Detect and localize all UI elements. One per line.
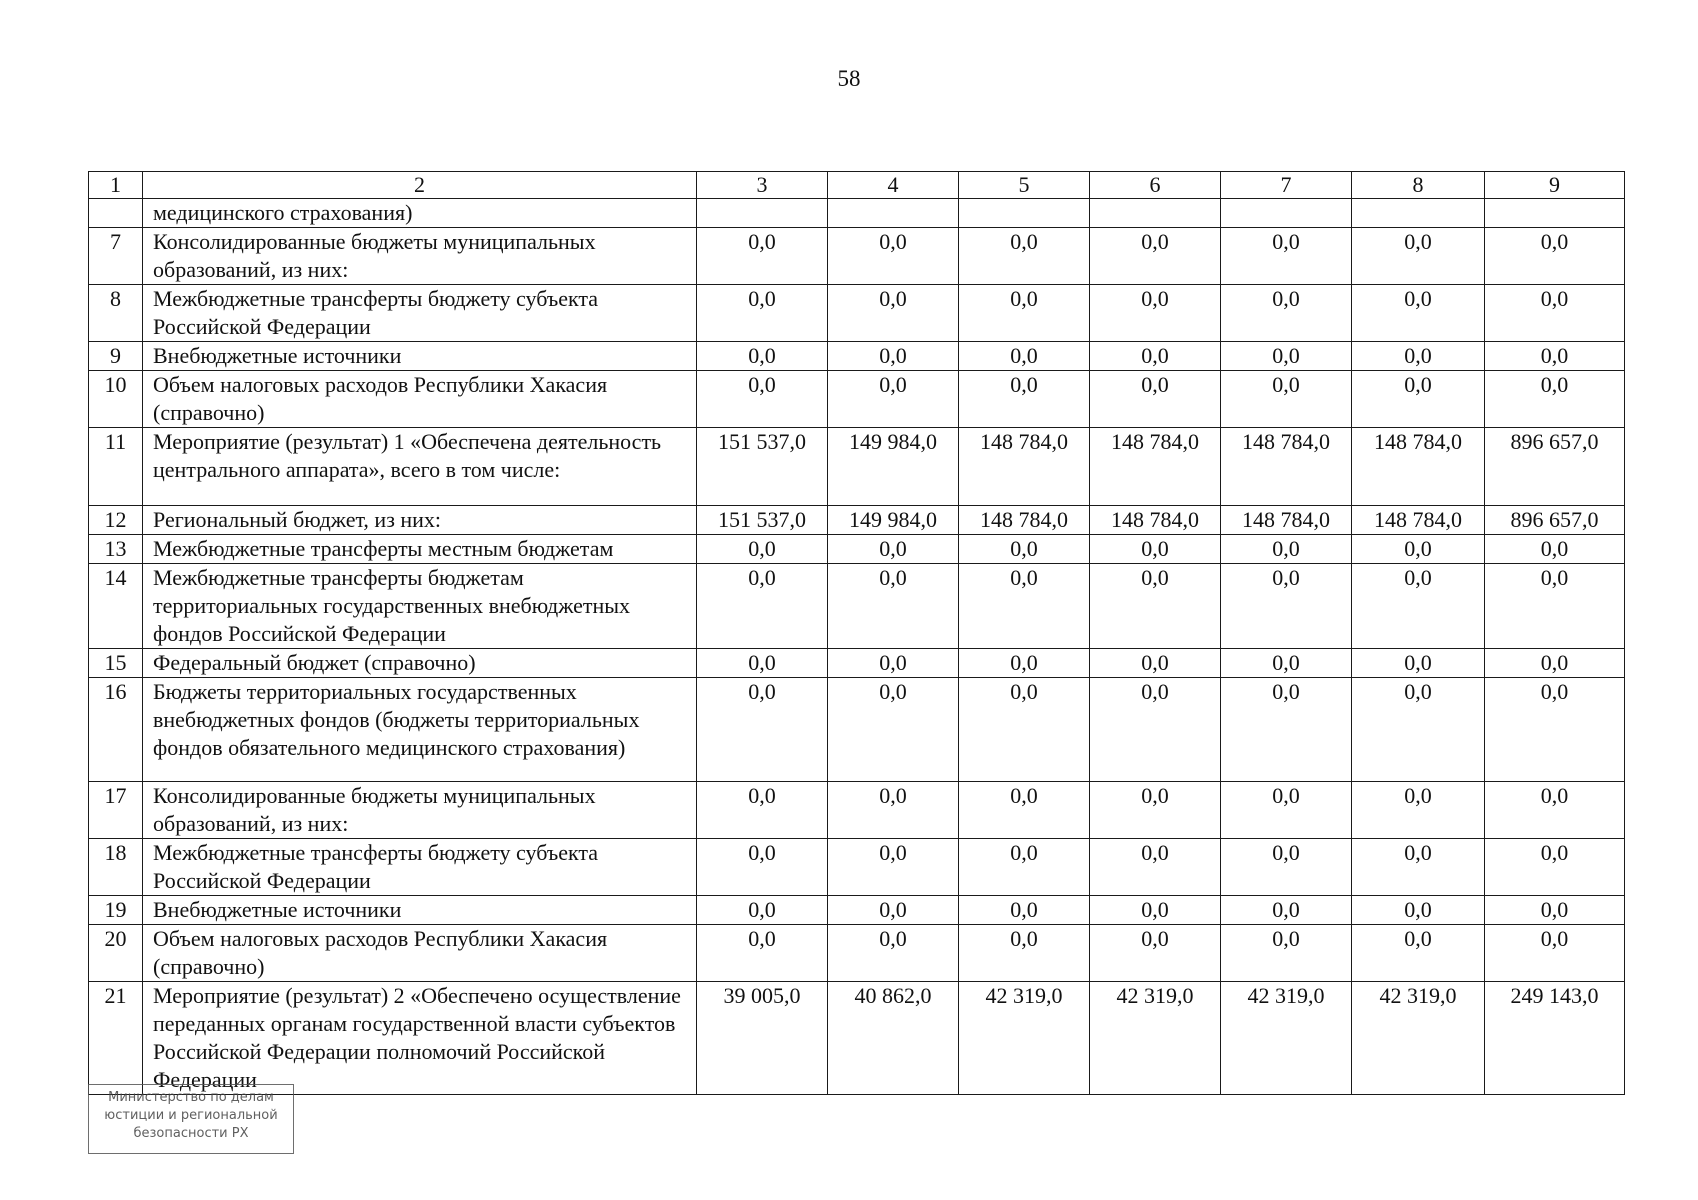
amount-cell: 0,0 [1221, 649, 1352, 678]
amount-cell: 148 784,0 [1221, 428, 1352, 506]
amount-cell: 0,0 [1485, 285, 1625, 342]
table-row [89, 649, 1625, 678]
amount-cell: 0,0 [1090, 925, 1221, 982]
description-cell: Межбюджетные трансферты местным бюджетам [143, 535, 697, 564]
stamp-line: Министерство по делам [108, 1090, 274, 1105]
row-number-cell: 15 [89, 649, 143, 678]
amount-cell: 0,0 [1090, 678, 1221, 782]
registration-stamp [88, 1084, 294, 1154]
amount-cell: 0,0 [1090, 285, 1221, 342]
row-number-cell: 14 [89, 564, 143, 649]
description-cell: Региональный бюджет, из них: [143, 506, 697, 535]
amount-cell: 0,0 [1485, 535, 1625, 564]
amount-cell: 0,0 [828, 925, 959, 982]
row-number-cell: 17 [89, 782, 143, 839]
table-row [89, 199, 1625, 228]
amount-cell: 0,0 [1485, 839, 1625, 896]
amount-cell: 0,0 [1221, 564, 1352, 649]
amount-cell: 0,0 [828, 678, 959, 782]
amount-cell: 42 319,0 [959, 982, 1090, 1095]
amount-cell: 0,0 [1352, 649, 1485, 678]
row-number-cell: 19 [89, 896, 143, 925]
amount-cell: 0,0 [959, 371, 1090, 428]
amount-cell: 0,0 [1485, 371, 1625, 428]
amount-cell: 0,0 [1352, 535, 1485, 564]
amount-cell: 0,0 [1221, 371, 1352, 428]
amount-cell: 0,0 [1090, 896, 1221, 925]
amount-cell: 0,0 [828, 564, 959, 649]
description-cell: Межбюджетные трансферты бюджетам территориальных государственных внебюджетных фондов Российской Федерации [143, 564, 697, 649]
amount-cell: 0,0 [959, 896, 1090, 925]
amount-cell: 0,0 [1221, 228, 1352, 285]
amount-cell: 0,0 [1485, 342, 1625, 371]
amount-cell: 249 143,0 [1485, 982, 1625, 1095]
row-number-cell: 18 [89, 839, 143, 896]
row-number-cell: 9 [89, 342, 143, 371]
description-cell: Бюджеты территориальных государственных внебюджетных фондов (бюджеты территориальных фондов обязательного медицинского страхования) [143, 678, 697, 782]
amount-cell [1090, 199, 1221, 228]
column-header: 3 [697, 172, 828, 199]
row-number-cell: 20 [89, 925, 143, 982]
amount-cell: 0,0 [1221, 342, 1352, 371]
amount-cell: 151 537,0 [697, 428, 828, 506]
row-number-cell: 10 [89, 371, 143, 428]
amount-cell: 0,0 [828, 782, 959, 839]
amount-cell: 0,0 [1352, 896, 1485, 925]
amount-cell: 0,0 [1485, 782, 1625, 839]
amount-cell: 0,0 [697, 342, 828, 371]
amount-cell: 0,0 [1090, 371, 1221, 428]
amount-cell [697, 199, 828, 228]
amount-cell: 0,0 [697, 925, 828, 982]
table-row [89, 925, 1625, 982]
amount-cell: 0,0 [697, 535, 828, 564]
amount-cell: 0,0 [959, 925, 1090, 982]
table-row [89, 839, 1625, 896]
amount-cell: 0,0 [1221, 839, 1352, 896]
amount-cell: 0,0 [1090, 535, 1221, 564]
amount-cell: 148 784,0 [959, 506, 1090, 535]
column-header: 6 [1090, 172, 1221, 199]
amount-cell [1221, 199, 1352, 228]
amount-cell: 0,0 [959, 649, 1090, 678]
amount-cell: 0,0 [697, 678, 828, 782]
row-number-cell: 8 [89, 285, 143, 342]
amount-cell: 0,0 [1485, 649, 1625, 678]
column-header: 7 [1221, 172, 1352, 199]
amount-cell: 0,0 [1221, 535, 1352, 564]
table-row [89, 896, 1625, 925]
row-number-cell: 13 [89, 535, 143, 564]
table-row [89, 342, 1625, 371]
amount-cell: 42 319,0 [1090, 982, 1221, 1095]
row-number-cell [89, 199, 143, 228]
description-cell: Мероприятие (результат) 2 «Обеспечено осуществление переданных органам государственной власти субъектов Российской Федерации полномочий Российской Федерации [143, 982, 697, 1095]
table-row [89, 506, 1625, 535]
amount-cell: 0,0 [959, 564, 1090, 649]
amount-cell: 0,0 [1090, 564, 1221, 649]
budget-table [88, 171, 1625, 1095]
description-cell: Внебюджетные источники [143, 342, 697, 371]
amount-cell: 39 005,0 [697, 982, 828, 1095]
amount-cell: 896 657,0 [1485, 506, 1625, 535]
row-number-cell: 7 [89, 228, 143, 285]
amount-cell: 151 537,0 [697, 506, 828, 535]
column-header: 8 [1352, 172, 1485, 199]
amount-cell: 0,0 [959, 285, 1090, 342]
amount-cell: 148 784,0 [1090, 506, 1221, 535]
amount-cell: 0,0 [1352, 782, 1485, 839]
amount-cell: 0,0 [1485, 925, 1625, 982]
amount-cell: 0,0 [1090, 342, 1221, 371]
column-header: 4 [828, 172, 959, 199]
amount-cell: 0,0 [697, 782, 828, 839]
amount-cell: 0,0 [828, 535, 959, 564]
amount-cell: 896 657,0 [1485, 428, 1625, 506]
amount-cell: 0,0 [1221, 678, 1352, 782]
amount-cell: 0,0 [1352, 371, 1485, 428]
amount-cell: 0,0 [1485, 564, 1625, 649]
amount-cell: 42 319,0 [1352, 982, 1485, 1095]
amount-cell: 0,0 [1352, 342, 1485, 371]
amount-cell: 0,0 [828, 285, 959, 342]
amount-cell: 0,0 [1352, 678, 1485, 782]
amount-cell: 0,0 [697, 649, 828, 678]
amount-cell: 0,0 [1221, 285, 1352, 342]
amount-cell: 148 784,0 [1352, 428, 1485, 506]
amount-cell: 0,0 [959, 342, 1090, 371]
amount-cell: 0,0 [959, 839, 1090, 896]
amount-cell: 149 984,0 [828, 506, 959, 535]
amount-cell: 0,0 [1352, 228, 1485, 285]
amount-cell: 0,0 [828, 896, 959, 925]
amount-cell: 0,0 [1352, 285, 1485, 342]
amount-cell: 0,0 [1485, 678, 1625, 782]
stamp-line: безопасности РХ [133, 1126, 249, 1141]
amount-cell: 0,0 [959, 782, 1090, 839]
row-number-cell: 16 [89, 678, 143, 782]
amount-cell: 0,0 [697, 285, 828, 342]
amount-cell [1485, 199, 1625, 228]
amount-cell: 0,0 [828, 839, 959, 896]
table-row [89, 285, 1625, 342]
description-cell: Межбюджетные трансферты бюджету субъекта Российской Федерации [143, 839, 697, 896]
column-header: 5 [959, 172, 1090, 199]
amount-cell: 0,0 [828, 371, 959, 428]
amount-cell: 0,0 [1485, 228, 1625, 285]
stamp-line: юстиции и региональной [104, 1108, 278, 1123]
description-cell: Консолидированные бюджеты муниципальных образований, из них: [143, 228, 697, 285]
amount-cell: 148 784,0 [1090, 428, 1221, 506]
amount-cell: 0,0 [1352, 564, 1485, 649]
amount-cell: 0,0 [697, 228, 828, 285]
description-cell: медицинского страхования) [143, 199, 697, 228]
table-row [89, 228, 1625, 285]
table-header-row [89, 172, 1625, 199]
amount-cell: 0,0 [1090, 782, 1221, 839]
description-cell: Объем налоговых расходов Республики Хакасия (справочно) [143, 925, 697, 982]
amount-cell: 0,0 [828, 649, 959, 678]
amount-cell: 149 984,0 [828, 428, 959, 506]
table-body [89, 199, 1625, 1095]
description-cell: Консолидированные бюджеты муниципальных образований, из них: [143, 782, 697, 839]
amount-cell: 0,0 [1352, 839, 1485, 896]
description-cell: Мероприятие (результат) 1 «Обеспечена деятельность центрального аппарата», всего в том числе: [143, 428, 697, 506]
amount-cell: 40 862,0 [828, 982, 959, 1095]
amount-cell: 0,0 [959, 678, 1090, 782]
description-cell: Внебюджетные источники [143, 896, 697, 925]
amount-cell: 0,0 [828, 228, 959, 285]
amount-cell: 0,0 [1221, 925, 1352, 982]
amount-cell [1352, 199, 1485, 228]
amount-cell: 0,0 [959, 228, 1090, 285]
row-number-cell: 21 [89, 982, 143, 1095]
amount-cell: 0,0 [1221, 896, 1352, 925]
amount-cell: 0,0 [1352, 925, 1485, 982]
table-row [89, 564, 1625, 649]
amount-cell: 0,0 [828, 342, 959, 371]
amount-cell: 148 784,0 [1221, 506, 1352, 535]
amount-cell: 0,0 [1090, 649, 1221, 678]
amount-cell: 0,0 [1485, 896, 1625, 925]
amount-cell: 148 784,0 [959, 428, 1090, 506]
amount-cell: 42 319,0 [1221, 982, 1352, 1095]
amount-cell [828, 199, 959, 228]
column-header: 2 [143, 172, 697, 199]
amount-cell: 0,0 [1090, 228, 1221, 285]
amount-cell: 148 784,0 [1352, 506, 1485, 535]
amount-cell: 0,0 [959, 535, 1090, 564]
amount-cell: 0,0 [1090, 839, 1221, 896]
description-cell: Федеральный бюджет (справочно) [143, 649, 697, 678]
table-row [89, 782, 1625, 839]
amount-cell: 0,0 [697, 839, 828, 896]
description-cell: Объем налоговых расходов Республики Хакасия (справочно) [143, 371, 697, 428]
row-number-cell: 11 [89, 428, 143, 506]
column-header: 1 [89, 172, 143, 199]
table-row [89, 982, 1625, 1095]
table-row [89, 371, 1625, 428]
description-cell: Межбюджетные трансферты бюджету субъекта Российской Федерации [143, 285, 697, 342]
amount-cell: 0,0 [697, 564, 828, 649]
table-row [89, 428, 1625, 506]
row-number-cell: 12 [89, 506, 143, 535]
amount-cell: 0,0 [1221, 782, 1352, 839]
page-number: 58 [837, 66, 861, 91]
amount-cell: 0,0 [697, 371, 828, 428]
table-row [89, 535, 1625, 564]
amount-cell [959, 199, 1090, 228]
table-row [89, 678, 1625, 782]
column-header: 9 [1485, 172, 1625, 199]
amount-cell: 0,0 [697, 896, 828, 925]
